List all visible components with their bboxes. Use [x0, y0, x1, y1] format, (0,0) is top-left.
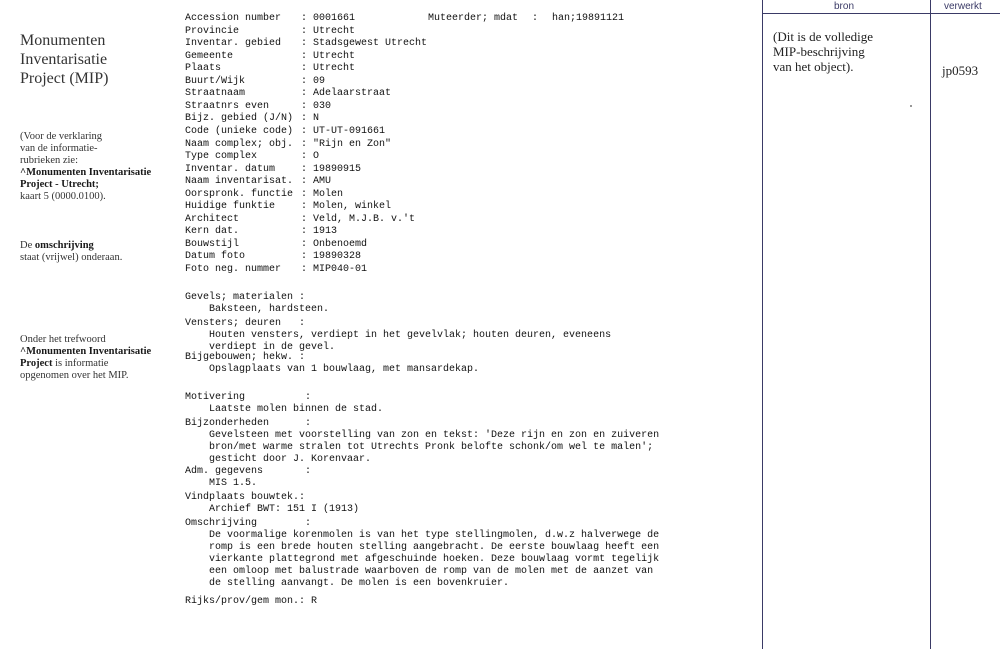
field-value: O [313, 151, 320, 163]
explanation-note [20, 131, 151, 203]
section-text-line: Baksteen, hardsteen. [209, 304, 330, 315]
section-text-line: De voormalige korenmolen is van het type stellingmolen, d.w.z halverwege de [209, 530, 660, 541]
field-value: 19890915 [313, 163, 362, 175]
record-field [185, 51, 355, 63]
verwerkt-header: verwerkt [944, 1, 982, 12]
field-key: Plaats [185, 63, 222, 75]
field-separator: : [301, 88, 308, 100]
section-heading: Bijzonderheden : [185, 418, 312, 429]
field-value: Molen [313, 188, 344, 200]
section-text-line: Opslagplaats van 1 bouwlaag, met mansardekap. [209, 364, 480, 375]
record-field [185, 226, 337, 238]
title-line: Inventarisatie [20, 51, 108, 68]
record-field [185, 251, 361, 263]
field-value: Stadsgewest Utrecht [313, 38, 428, 50]
record-field [185, 101, 331, 113]
note-bold-line: ^Monumenten Inventarisatie [20, 346, 152, 357]
record-field [185, 201, 391, 213]
field-key: Straatnrs even [185, 100, 270, 112]
note-text: is informatie [52, 358, 109, 369]
record-field [185, 164, 361, 176]
field-value: han;19891121 [552, 13, 625, 24]
note-line: opgenomen over het MIP. [20, 370, 129, 381]
bron-line: MIP-beschrijving [773, 44, 865, 59]
field-key: Buurt/Wijk [185, 75, 246, 87]
field-separator: : [301, 38, 308, 50]
section-text-line: Gevelsteen met voorstelling van zon en tekst: 'Deze rijn en zon en zuiveren [209, 430, 660, 441]
field-separator: : [301, 113, 308, 125]
field-value: 19890328 [313, 251, 362, 263]
section-text-line: vierkante plattegrond met afgeschuinde hoeken. Deze bouwlaag vormt tegelijk [209, 554, 660, 565]
field-value: Onbenoemd [313, 238, 368, 250]
note-bold: omschrijving [34, 240, 94, 251]
section-text-line: de stelling aanvangt. De molen is een bovenkruier. [209, 578, 510, 589]
keyword-note [20, 334, 151, 382]
record-field [185, 214, 415, 226]
bron-line: van het object). [773, 59, 854, 74]
record-field [185, 126, 385, 138]
field-separator: : [301, 13, 308, 24]
verwerkt-value: jp0593 [942, 63, 979, 78]
note-line: van de informatie- [20, 143, 98, 154]
section-heading: Adm. gegevens : [185, 466, 312, 477]
field-separator: : [301, 251, 308, 263]
field-value: Molen, winkel [313, 201, 392, 213]
column-divider [762, 0, 763, 649]
field-value: 0001661 [313, 13, 356, 24]
field-value: "Rijn en Zon" [313, 138, 392, 150]
field-separator: : [301, 163, 308, 175]
note-bold-line: ^Monumenten Inventarisatie [20, 167, 152, 178]
record-field [185, 88, 391, 100]
field-key: Inventar. datum [185, 163, 276, 175]
field-separator: : [301, 213, 308, 225]
bron-header: bron [834, 1, 855, 12]
section-text-line: Laatste molen binnen de stad. [209, 404, 384, 415]
field-value: MIP040-01 [313, 264, 368, 275]
field-value: Adelaarstraat [313, 88, 392, 100]
note-text: De [20, 240, 35, 251]
record-field [185, 176, 331, 188]
column-divider [930, 0, 931, 649]
field-value: 09 [313, 75, 326, 87]
record-field [185, 189, 343, 201]
note-line: kaart 5 (0000.0100). [20, 191, 106, 202]
section-text-line: Houten vensters, verdiept in het gevelvlak; houten deuren, eveneens [209, 330, 612, 341]
record-field [185, 76, 325, 88]
field-separator: : [301, 100, 308, 112]
field-key: Huidige funktie [185, 201, 276, 213]
field-key: Bouwstijl [185, 238, 240, 250]
source-columns [762, 0, 1000, 649]
field-key: Foto neg. nummer [185, 264, 282, 275]
field-key: Oorspronk. functie [185, 188, 294, 200]
note-bold: Project [20, 358, 53, 369]
section-heading: Gevels; materialen : [185, 292, 306, 303]
field-separator: : [301, 176, 308, 188]
field-separator: : [301, 264, 308, 275]
field-separator: : [301, 25, 308, 37]
field-key: Architect [185, 213, 240, 225]
field-separator: : [301, 50, 308, 62]
scan-speck [910, 105, 912, 107]
field-separator: : [301, 238, 308, 250]
field-value: Utrecht [313, 25, 356, 37]
section-heading: Motivering : [185, 392, 312, 403]
section-heading: Vindplaats bouwtek.: [185, 492, 306, 503]
muteerder-field: Muteerder; mdat : han;19891121 [428, 13, 625, 24]
field-separator: : [301, 63, 308, 75]
title-line: Project (MIP) [20, 70, 109, 87]
note-line: (Voor de verklaring [20, 131, 103, 142]
section-heading: Vensters; deuren : [185, 318, 306, 329]
title-line: Monumenten [20, 32, 106, 49]
bron-line: (Dit is de volledige [773, 29, 874, 44]
field-separator: : [301, 201, 308, 213]
record-field [185, 139, 391, 151]
field-key: Provincie [185, 25, 240, 37]
field-key: Datum foto [185, 251, 246, 263]
field-value: Utrecht [313, 50, 356, 62]
field-value: 1913 [313, 226, 338, 238]
field-value: Utrecht [313, 63, 356, 75]
field-value: N [313, 113, 320, 125]
field-key: Bijz. gebied (J/N) [185, 113, 294, 125]
section-heading: Rijks/prov/gem mon.: R [185, 596, 318, 607]
section-text-line: romp is een brede houten stelling aangebracht. De eerste bouwlaag heeft een [209, 542, 660, 553]
note-line: Onder het trefwoord [20, 334, 106, 345]
section-text-line: gesticht door J. Korenvaar. [209, 454, 372, 465]
record-field [185, 63, 355, 75]
field-separator: : [301, 226, 308, 238]
field-value: UT-UT-091661 [313, 125, 386, 137]
section-text-line: bron/met warme stralen tot Utrechts Pronk belofte schonk/om wel te malen'; [209, 442, 654, 453]
record-field [185, 239, 367, 251]
section-text-line: een omloop met balustrade waarboven de romp van de molen met de aanzet van [209, 566, 654, 577]
record-field [185, 38, 427, 50]
field-key: Accession number [185, 13, 282, 24]
note-line: rubrieken zie: [20, 155, 79, 166]
section-text-line: Archief BWT: 151 I (1913) [209, 504, 360, 515]
record-field [185, 26, 355, 38]
collection-title [20, 31, 108, 88]
description-note [20, 240, 122, 264]
field-value: AMU [313, 176, 332, 188]
header-rule [762, 13, 1000, 14]
field-separator: : [301, 75, 308, 87]
field-separator: : [301, 138, 308, 150]
field-key: Type complex [185, 151, 258, 163]
section-text-line: MIS 1.5. [209, 478, 258, 489]
field-key: Straatnaam [185, 88, 246, 100]
field-value: Veld, M.J.B. v.'t [313, 213, 416, 225]
bron-text [773, 29, 923, 74]
field-value: 030 [313, 100, 332, 112]
field-key: Gemeente [185, 50, 234, 62]
record-field [185, 264, 367, 276]
field-key: Naam inventarisat. [185, 176, 294, 188]
record-field [185, 13, 355, 25]
record-field [185, 113, 319, 125]
section-heading: Omschrijving : [185, 518, 312, 529]
section-text-line: verdiept in de gevel. [209, 342, 336, 353]
note-bold-line: Project - Utrecht; [20, 179, 99, 190]
section-heading: Bijgebouwen; hekw. : [185, 352, 306, 363]
field-key: Code (unieke code) [185, 125, 294, 137]
field-key: Muteerder; mdat [428, 13, 519, 24]
field-separator: : [301, 151, 308, 163]
record-field [185, 151, 319, 163]
note-line: staat (vrijwel) onderaan. [20, 252, 123, 263]
field-key: Kern dat. [185, 226, 240, 238]
field-separator: : [301, 125, 308, 137]
field-separator: : [301, 188, 308, 200]
field-key: Naam complex; obj. [185, 138, 294, 150]
field-key: Inventar. gebied [185, 38, 282, 50]
